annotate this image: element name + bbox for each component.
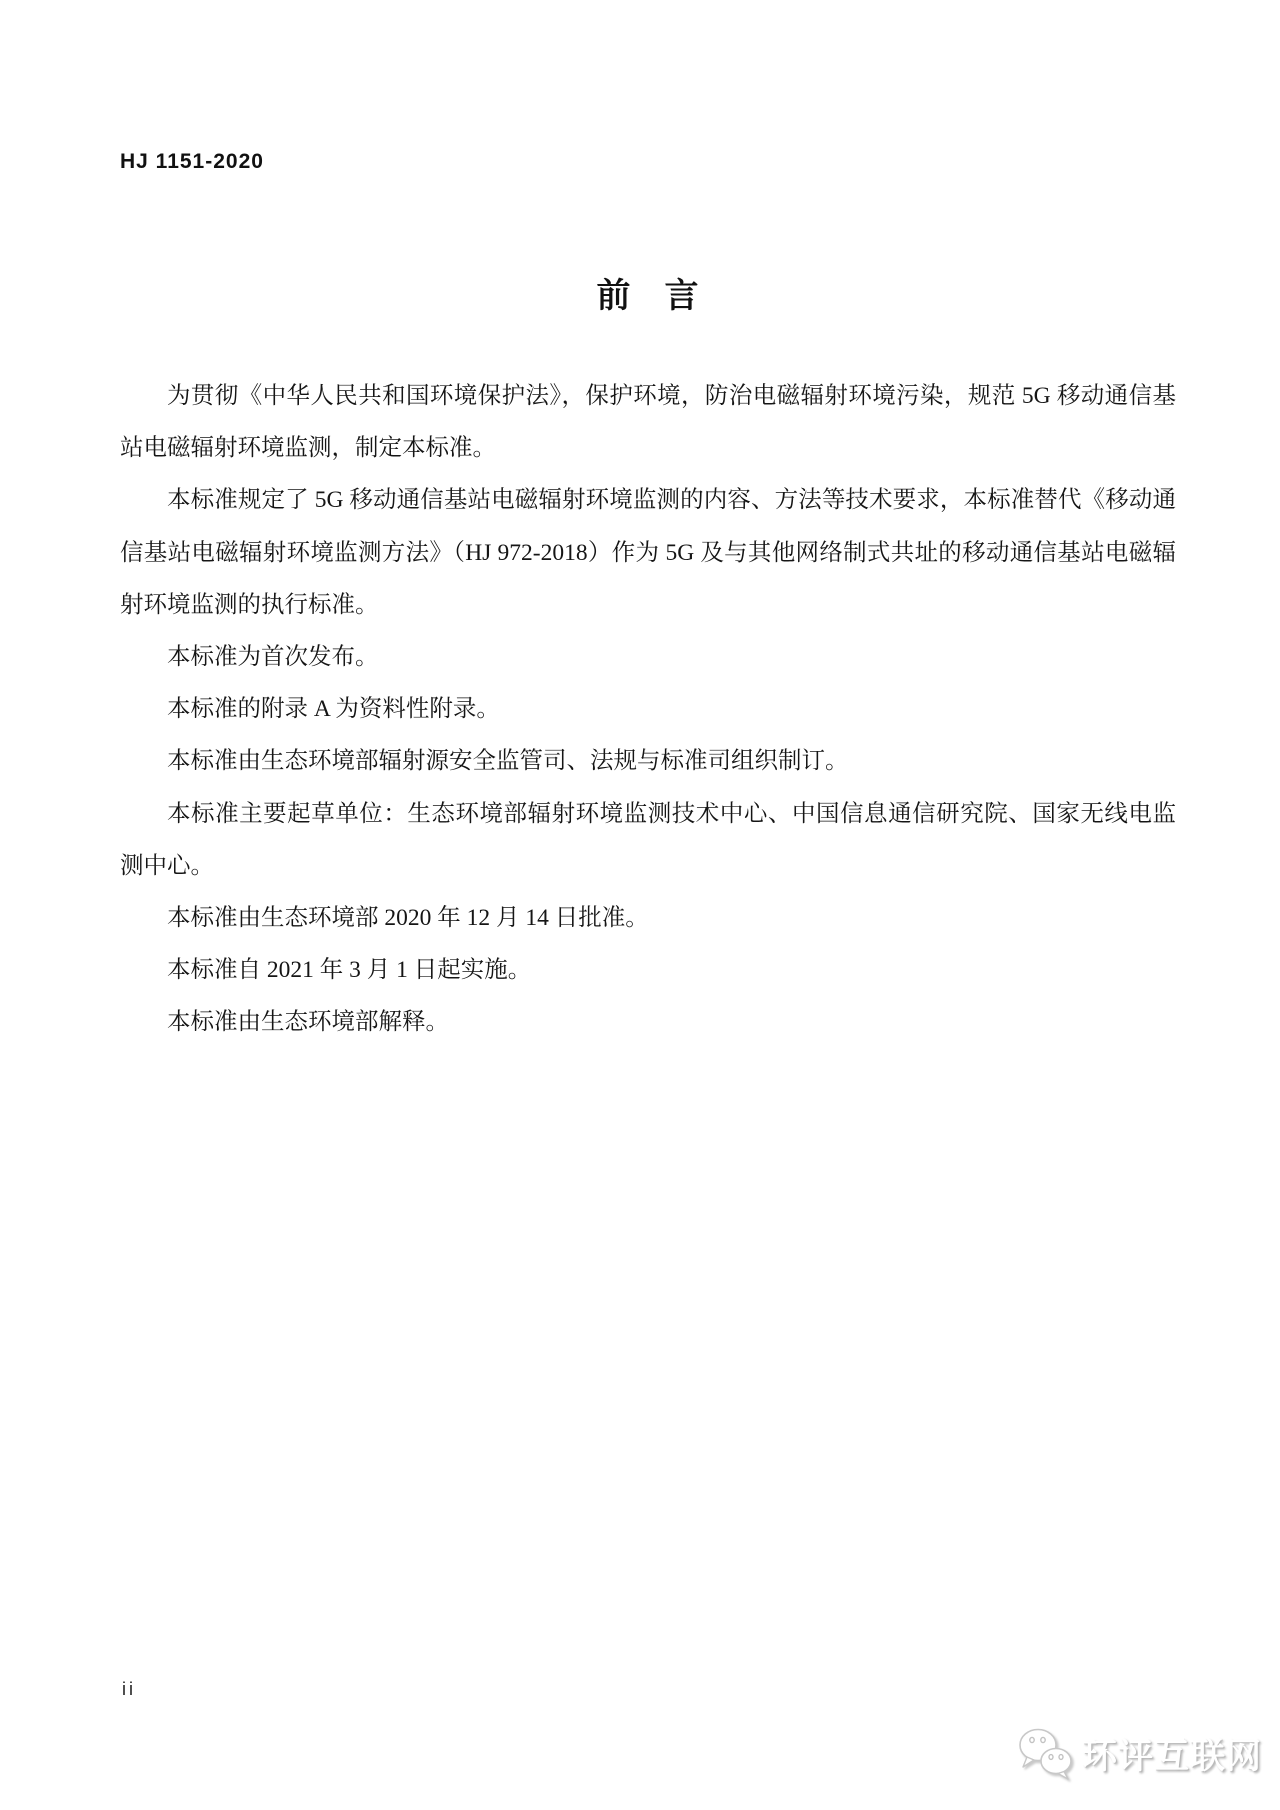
paragraph: 本标准由生态环境部辐射源安全监管司、法规与标准司组织制订。	[167, 748, 849, 775]
wechat-icon	[1014, 1726, 1076, 1782]
page-number: ii	[122, 1679, 136, 1699]
paragraph: 本标准自 2021 年 3 月 1 日起实施。	[167, 957, 532, 984]
paragraph: 为贯彻《中华人民共和国环境保护法》，保护环境，防治电磁辐射环境污染，规范 5G 移动通信基站电磁辐射环境监测，制定本标准。	[120, 383, 1176, 462]
watermark	[1014, 1726, 1262, 1782]
paragraph: 本标准为首次发布。	[167, 644, 379, 671]
paragraph: 本标准规定了 5G 移动通信基站电磁辐射环境监测的内容、方法等技术要求，本标准替代《移动通信基站电磁辐射环境监测方法》（HJ 972-2018）作为 5G 及与其他网络制式共址的移动通信基站电磁辐射环境监测的执行标准。	[120, 487, 1176, 618]
page-title: 前 言	[596, 277, 699, 315]
paragraph: 本标准的附录 A 为资料性附录。	[167, 696, 500, 723]
paragraph: 本标准主要起草单位：生态环境部辐射环境监测技术中心、中国信息通信研究院、国家无线电监测中心。	[120, 800, 1176, 879]
watermark-label: 环评互联网	[1082, 1737, 1263, 1776]
paragraph: 本标准由生态环境部解释。	[167, 1009, 449, 1036]
standard-number: HJ 1151-2020	[120, 150, 264, 173]
foreword-body	[120, 370, 1176, 1049]
paragraph: 本标准由生态环境部 2020 年 12 月 14 日批准。	[167, 905, 649, 932]
